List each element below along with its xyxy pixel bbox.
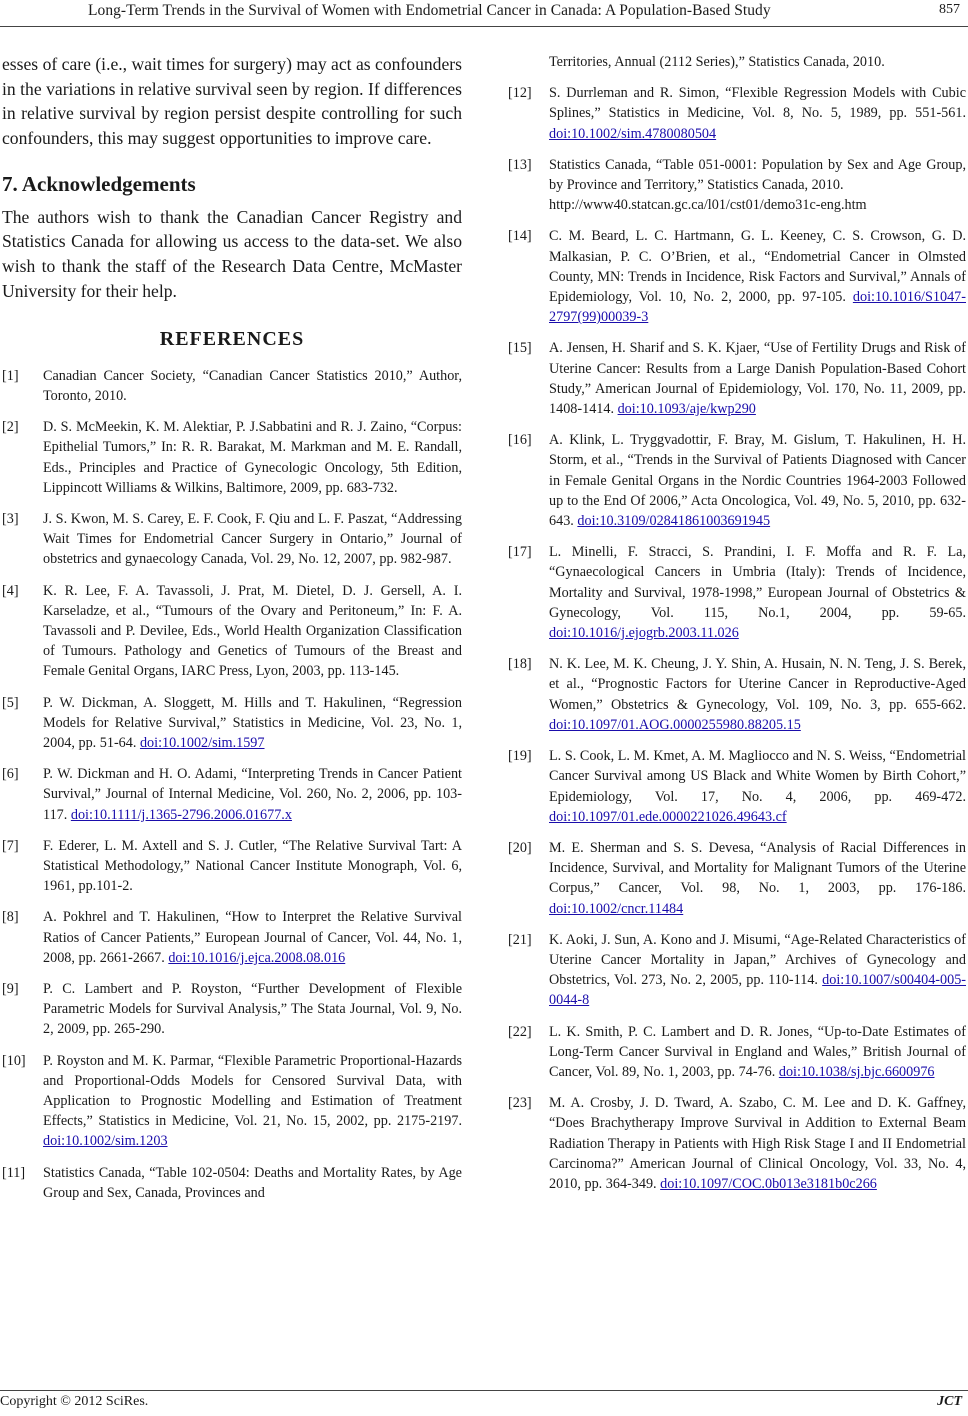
reference-text-block [549,838,966,919]
reference-number: [13] [508,156,532,173]
doi-link[interactable]: doi:10.1002/cncr.11484 [549,900,684,917]
reference-citation: N. K. Lee, M. K. Cheung, J. Y. Shin, A. Husain, N. N. Teng, J. S. Berek, et al., “Prognostic Factors for Uterine Cancer in Reproductive-Aged Women,” Obstetrics & Gynecology, Vol. 109, No. 3, pp. 655-662. [549,656,966,713]
reference-number: [16] [508,432,532,449]
reference-text-block [549,52,966,72]
reference-citation: F. Ederer, L. M. Axtell and S. J. Cutler, “The Relative Survival Tart: A Statistical Methodology,” National Cancer Institute Monograph, Vol. 6, 1961, pp.101-2. [43,837,462,895]
reference-text-block [43,366,462,406]
reference-text-block [43,764,462,825]
reference-citation: K. Aoki, J. Sun, A. Kono and J. Misumi, “Age-Related Characteristics of Uterine Cancer Mortality in Japan,” Archives of Gynecology and Obstetrics, Vol. 273, No. 2, 2005, pp. 110-114. [549,931,966,989]
journal-abbrev: JCT [937,1394,962,1409]
reference-number: [21] [508,931,532,948]
reference-citation: L. S. Cook, L. M. Kmet, A. M. Magliocco and N. S. Weiss, “Endometrial Cancer Survival among US Black and White Women by Birth Cohort,” Epidemiology, Vol. 17, No. 4, 2006, pp. 469-472. [549,748,966,805]
reference-number: [14] [508,228,532,245]
footer-rule [0,1390,968,1391]
reference-item [2,907,462,968]
reference-citation: S. Durrleman and R. Simon, “Flexible Regression Models with Cubic Splines,” Statistics in Medicine, Vol. 8, No. 5, 1989, pp. 551-561. [549,85,966,122]
reference-citation: P. Royston and M. K. Parmar, “Flexible Parametric Proportional-Hazards and Proportional-Odds Models for Censored Survival Data, with Application to Prognostic Modelling and Estimation of Treatment Effects,” Statistics in Medicine, Vol. 21, No. 15, 2002, pp. 2175-2197. [43,1052,462,1130]
reference-text-block [549,930,966,1011]
doi-link[interactable]: doi:10.3109/02841861003691945 [577,513,771,530]
page-header [0,0,968,32]
reference-item [508,52,966,72]
reference-item [2,509,462,570]
reference-text-block [549,1093,966,1194]
reference-citation: Canadian Cancer Society, “Canadian Cancer Statistics 2010,” Author, Toronto, 2010. [43,367,462,404]
reference-list-left [2,366,462,1203]
reference-item [508,155,966,216]
acknowledgements-paragraph: The authors wish to thank the Canadian Cancer Registry and Statistics Canada for allowing us access to the data-set. We also wish to thank the staff of the Research Data Centre, McMaster University for their help. [2,206,462,301]
reference-citation: D. S. McMeekin, K. M. Alektiar, P. J.Sabbatini and R. J. Zaino, “Corpus: Epithelial Tumors,” In: R. R. Barakat, M. Markman and M. E. Randall, Eds., Principles and Practice of Gynecologic Oncology, 5th Edition, Lippincott Williams & Wilkins, Baltimore, 2009, pp. 683-732. [43,419,462,496]
reference-item [508,1022,966,1083]
reference-item [508,838,966,919]
reference-item [2,693,462,754]
reference-item [508,930,966,1011]
doi-link[interactable]: doi:10.1093/aje/kwp290 [617,401,756,418]
right-column [508,52,966,1205]
reference-text-block [43,836,462,897]
reference-item [2,417,462,498]
reference-text-block [549,746,966,827]
reference-text-block [43,693,462,754]
reference-citation: A. Klink, L. Tryggvadottir, F. Bray, M. Gislum, T. Hakulinen, H. H. Storm, et al., “Trends in the Survival of Patients Diagnosed with Cancer in Female Genital Organs in the Nordic Countries 1964-2003 Followed up to the End Of 2006,” Acta Oncologica, Vol. 49, No. 5, 2010, pp. 632-643. [549,432,966,530]
reference-citation: M. E. Sherman and S. S. Devesa, “Analysis of Racial Differences in Incidence, Survival, and Mortality for Malignant Tumors of the Uterine Corpus,” Cancer, Vol. 98, No. 1, 2003, pp. 176-186. [549,839,966,897]
reference-text-block [43,581,462,682]
reference-number: [22] [508,1023,532,1040]
reference-number: [20] [508,839,532,856]
reference-number: [11] [2,1164,26,1181]
reference-text-block [549,226,966,327]
copyright-text: Copyright © 2012 SciRes. [0,1394,149,1409]
reference-number: [9] [2,981,19,998]
header-rule [0,26,968,27]
reference-citation: Statistics Canada, “Table 102-0504: Deaths and Mortality Rates, by Age Group and Sex, Canada, Provinces and [43,1164,462,1201]
reference-text-block [549,83,966,144]
reference-item [508,338,966,419]
reference-citation: A. Jensen, H. Sharif and S. K. Kjaer, “Use of Fertility Drugs and Risk of Uterine Cancer: Results from a Large Danish Population-Based Cohort Study,” American Journal of Epidemiology, Vol. 170, No. 11, 2009, pp. 1408-1414. [549,340,966,418]
doi-link[interactable]: doi:10.1111/j.1365-2796.2006.01677.x [70,806,292,823]
page-footer [0,1390,968,1414]
doi-link[interactable]: doi:10.1097/COC.0b013e3181b0c266 [660,1175,877,1192]
reference-citation: K. R. Lee, F. A. Tavassoli, J. Prat, M. Dietel, D. J. Gersell, A. I. Karseladze, et al., “Tumours of the Ovary and Peritoneum,” In: F. A. Tavassoli and P. Devilee, Eds., World Health Organization Classification of Tumours. Pathology and Genetics of Tumours of the Breast and Female Genital Organs, IARC Press, Lyon, 2003, pp. 113-145. [43,582,462,680]
acknowledgements-heading: 7. Acknowledgements [2,172,196,197]
reference-number: [18] [508,656,532,673]
doi-link[interactable]: doi:10.1097/01.AOG.0000255980.88205.15 [549,716,801,733]
reference-citation: P. W. Dickman, A. Sloggett, M. Hills and T. Hakulinen, “Regression Models for Relative Survival,” Statistics in Medicine, Vol. 23, No. 1, 2004, pp. 51-64. [43,694,462,751]
reference-text-block [549,542,966,643]
reference-number: [2] [2,419,19,436]
reference-item [2,764,462,825]
reference-item [2,979,462,1040]
reference-citation: C. M. Beard, L. C. Hartmann, G. L. Keeney, C. S. Crowson, G. D. Malkasian, P. C. O’Brien, et al., “Endometrial Cancer in Olmsted County, MN: Trends in Incidence, Risk Factors and Survival,” Annals of Epidemiology, Vol. 10, No. 2, 2000, pp. 97-105. [549,228,966,306]
reference-citation: M. A. Crosby, J. D. Tward, A. Szabo, C. M. Lee and D. K. Gaffney, “Does Brachytherapy Improve Survival in Addition to External Beam Radiation Therapy in Patients with High Risk Stage I and II Endometrial Carcinoma?” American Journal of Clinical Oncology, Vol. 33, No. 4, 2010, pp. 364-349. [549,1095,966,1192]
doi-link[interactable]: doi:10.1016/j.ejogrb.2003.11.026 [549,625,739,642]
reference-citation: J. S. Kwon, M. S. Carey, E. F. Cook, F. Qiu and L. F. Paszat, “Addressing Wait Times for Endometrial Cancer Surgery in Ontario,” Journal of obstetrics and gynaecology Canada, Vol. 29, No. 12, 2007, pp. 982-987. [43,510,462,568]
reference-citation: A. Pokhrel and T. Hakulinen, “How to Interpret the Relative Survival Ratios of Cancer Patients,” European Journal of Cancer, Vol. 44, No. 1, 2008, pp. 2661-2667. [43,909,462,966]
reference-text-block [549,430,966,531]
reference-item [508,746,966,827]
reference-item [2,1163,462,1203]
reference-text-block [549,338,966,419]
reference-citation: P. C. Lambert and P. Royston, “Further Development of Flexible Parametric Models for Survival Analysis,” The Stata Journal, Vol. 9, No. 2, 2009, pp. 265-290. [43,981,462,1038]
reference-item [508,226,966,327]
reference-item [508,654,966,735]
reference-item [2,836,462,897]
reference-text-block [43,1051,462,1152]
doi-link[interactable]: doi:10.1097/01.ede.0000221026.49643.cf [549,808,787,825]
doi-link[interactable]: doi:10.1016/j.ejca.2008.08.016 [168,949,346,966]
references-heading: REFERENCES [159,328,305,351]
reference-url: http://www40.statcan.gc.ca/l01/cst01/demo31c-eng.htm [549,197,867,214]
intro-paragraph: esses of care (i.e., wait times for surgery) may act as confounders in the variations in relative survival seen by region. If differences in relative survival by region persist despite controlling for such confounders, this may suggest opportunities to improve care. [2,54,462,148]
reference-item [2,1051,462,1152]
reference-citation: Statistics Canada, “Table 051-0001: Population by Sex and Age Group, by Province and Territory,” Statistics Canada, 2010. [549,156,966,194]
reference-number: [5] [2,694,19,711]
reference-number: [7] [2,837,19,854]
reference-item [508,542,966,643]
reference-number: [3] [2,510,19,527]
reference-number [508,52,549,72]
reference-text-block [549,654,966,735]
reference-number: [8] [2,909,19,926]
running-title: Long-Term Trends in the Survival of Women with Endometrial Cancer in Canada: A Population-Based Study [88,2,771,19]
reference-text-block [549,155,966,216]
reference-text-block [43,417,462,498]
doi-link[interactable]: doi:10.1007/s00404-005-0044-8 [549,972,967,1009]
reference-number: [23] [508,1095,532,1112]
doi-link[interactable]: doi:10.1002/sim.1597 [139,735,265,751]
reference-item [2,581,462,682]
reference-number: [17] [508,544,532,561]
reference-list-right [508,52,966,1194]
reference-item [508,1093,966,1194]
reference-citation: L. Minelli, F. Stracci, S. Prandini, I. F. Moffa and R. F. La, “Gynaecological Cancers in Umbria (Italy): Trends of Incidence, Mortality and Survival, 1978-1998,” European Journal of Obstetrics & Gynecology, Vol. 115, No.1, 2004, pp. 59-65. [549,544,966,621]
reference-text-block [549,1022,966,1083]
reference-citation: L. K. Smith, P. C. Lambert and D. R. Jones, “Up-to-Date Estimates of Long-Term Cancer Survival in England and Wales,” British Journal of Cancer, Vol. 89, No. 1, 2003, pp. 74-76. [549,1023,966,1080]
reference-text-block [43,509,462,570]
reference-number: [15] [508,340,532,357]
reference-item [508,83,966,144]
reference-text-block [43,979,462,1040]
reference-citation: P. W. Dickman and H. O. Adami, “Interpreting Trends in Cancer Patient Survival,” Journal of Internal Medicine, Vol. 260, No. 2, 2006, pp. 103-117. [43,766,462,823]
reference-number: [6] [2,766,19,783]
doi-link[interactable]: doi:10.1016/S1047-2797(99)00039-3 [549,289,966,326]
doi-link[interactable]: doi:10.1002/sim.1203 [43,1133,168,1150]
reference-item [2,366,462,406]
reference-citation: Territories, Annual (2112 Series),” Statistics Canada, 2010. [549,54,885,70]
reference-number: [19] [508,748,532,765]
reference-number: [10] [2,1052,26,1069]
reference-item [508,430,966,531]
doi-link[interactable]: doi:10.1002/sim.4780080504 [549,125,717,142]
reference-number: [1] [2,367,19,384]
doi-link[interactable]: doi:10.1038/sj.bjc.6600976 [778,1063,935,1080]
reference-number: [12] [508,85,532,102]
left-column [2,52,462,1214]
reference-text-block [43,907,462,968]
reference-text-block [43,1163,462,1203]
page-number: 857 [939,2,960,17]
reference-number: [4] [2,582,19,599]
